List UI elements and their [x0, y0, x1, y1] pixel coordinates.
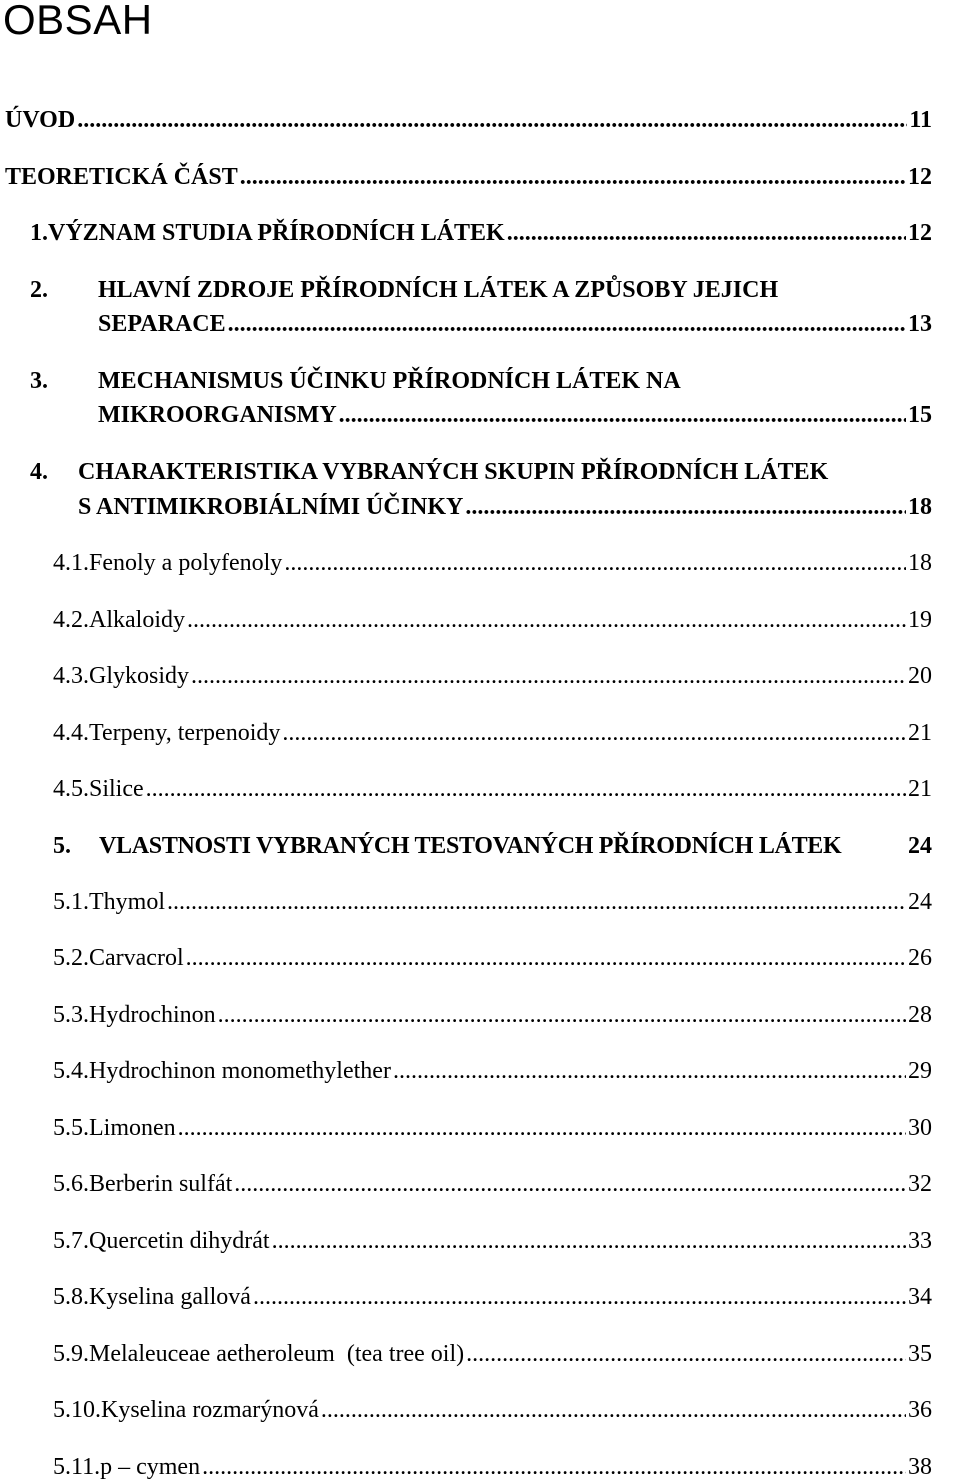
toc-entry-page: 18	[908, 494, 932, 520]
toc-leader-dots	[234, 1169, 906, 1199]
toc-entry-number: 5.4.	[53, 1058, 89, 1084]
toc-entry-title-continued: SEPARACE	[98, 311, 226, 337]
toc-entry-number: 5.	[53, 833, 71, 859]
toc-leader-dots	[191, 661, 906, 691]
toc-entry-title: Terpeny, terpenoidy	[89, 720, 281, 746]
toc-entry-number: 1.	[30, 220, 48, 246]
toc-entry-5[interactable]	[53, 831, 932, 861]
toc-entry-number: 5.2.	[53, 945, 89, 971]
toc-entry-5-9[interactable]	[53, 1339, 932, 1369]
toc-entry-number: 2.	[30, 277, 48, 303]
toc-leader-dots	[321, 1395, 906, 1425]
toc-entry-page: 11	[909, 107, 932, 133]
toc-entry-number: 4.4.	[53, 720, 89, 746]
toc-entry-number: 4.1.	[53, 550, 89, 576]
toc-entry-number: 5.5.	[53, 1115, 89, 1141]
toc-entry-page: 20	[908, 663, 932, 689]
toc-entry-page: 35	[908, 1341, 932, 1367]
toc-entry-title: Kyselina gallová	[89, 1284, 251, 1310]
toc-entry-page: 13	[908, 311, 932, 337]
toc-entry-page: 24	[908, 889, 932, 915]
toc-entry-title: Alkaloidy	[89, 607, 185, 633]
toc-leader-dots	[202, 1452, 906, 1482]
toc-entry-5-4[interactable]	[53, 1056, 932, 1086]
toc-entry-number: 5.11.	[53, 1454, 101, 1480]
toc-entry-number: 4.2.	[53, 607, 89, 633]
toc-leader-dots	[253, 1282, 906, 1312]
toc-entry-page: 15	[908, 402, 932, 428]
toc-entry-5-2[interactable]	[53, 943, 932, 973]
toc-entry-number: 5.10.	[53, 1397, 101, 1423]
toc-entry-title: Glykosidy	[89, 663, 190, 689]
toc-entry-5-8[interactable]	[53, 1282, 932, 1312]
toc-leader-dots	[465, 492, 906, 522]
toc-entry-5-1[interactable]	[53, 887, 932, 917]
toc-entry-title: Quercetin dihydrát	[89, 1228, 270, 1254]
toc-entry-3-line2[interactable]	[98, 400, 932, 430]
toc-entry-5-11[interactable]	[53, 1452, 932, 1482]
toc-entry-teoreticka-cast[interactable]	[5, 162, 932, 192]
toc-leader-dots	[218, 1000, 906, 1030]
toc-leader-dots	[466, 1339, 906, 1369]
toc-entry-page: 12	[908, 164, 932, 190]
toc-entry-2-line2[interactable]	[98, 309, 932, 339]
toc-entry-1[interactable]	[30, 218, 932, 248]
toc-entry-page: 21	[908, 720, 932, 746]
page-title: OBSAH	[3, 0, 153, 43]
toc-entry-page: 38	[908, 1454, 932, 1480]
toc-entry-page: 26	[908, 945, 932, 971]
toc-leader-dots	[146, 774, 906, 804]
toc-entry-5-6[interactable]	[53, 1169, 932, 1199]
toc-entry-title-continued: S ANTIMIKROBIÁLNÍMI ÚČINKY	[78, 494, 464, 520]
toc-entry-page: 19	[908, 607, 932, 633]
toc-entry-5-7[interactable]	[53, 1226, 932, 1256]
toc-entry-number: 3.	[30, 368, 48, 394]
toc-entry-title: p – cymen	[100, 1454, 201, 1480]
toc-entry-2-line1[interactable]	[30, 275, 932, 305]
toc-entry-4-line1[interactable]	[30, 457, 932, 487]
toc-entry-title: HLAVNÍ ZDROJE PŘÍRODNÍCH LÁTEK A ZPŮSOBY JEJICH	[98, 277, 779, 303]
toc-leader-dots	[272, 1226, 906, 1256]
toc-leader-dots	[228, 309, 906, 339]
toc-entry-4-2[interactable]	[53, 605, 932, 635]
toc-entry-title: Hydrochinon	[89, 1002, 216, 1028]
toc-leader-dots	[77, 105, 907, 135]
toc-leader-dots	[178, 1113, 906, 1143]
toc-entry-title: ÚVOD	[5, 107, 76, 133]
toc-entry-3-line1[interactable]	[30, 366, 932, 396]
toc-entry-title: Fenoly a polyfenoly	[89, 550, 283, 576]
toc-entry-page: 36	[908, 1397, 932, 1423]
toc-leader-dots	[186, 943, 906, 973]
toc-entry-5-10[interactable]	[53, 1395, 932, 1425]
toc-entry-4-line2[interactable]	[78, 492, 932, 522]
toc-entry-title: Kyselina rozmarýnová	[101, 1397, 319, 1423]
toc-entry-page: 29	[908, 1058, 932, 1084]
toc-entry-number: 5.3.	[53, 1002, 89, 1028]
toc-leader-dots	[187, 605, 906, 635]
toc-entry-title: CHARAKTERISTIKA VYBRANÝCH SKUPIN PŘÍRODNÍCH LÁTEK	[78, 459, 829, 485]
toc-leader-dots	[167, 887, 906, 917]
toc-entry-title: Melaleuceae aetheroleum (tea tree oil)	[89, 1341, 465, 1367]
toc-entry-4-3[interactable]	[53, 661, 932, 691]
toc-entry-title: VÝZNAM STUDIA PŘÍRODNÍCH LÁTEK	[48, 220, 505, 246]
toc-entry-page: 21	[908, 776, 932, 802]
toc-entry-page: 33	[908, 1228, 932, 1254]
toc-entry-title: Carvacrol	[89, 945, 184, 971]
toc-entry-page: 24	[908, 833, 932, 859]
toc-entry-title: MECHANISMUS ÚČINKU PŘÍRODNÍCH LÁTEK NA	[98, 368, 681, 394]
toc-entry-page: 32	[908, 1171, 932, 1197]
toc-leader-dots	[507, 218, 906, 248]
toc-entry-number: 4.5.	[53, 776, 89, 802]
toc-entry-5-3[interactable]	[53, 1000, 932, 1030]
toc-entry-number: 5.8.	[53, 1284, 89, 1310]
toc-entry-title-continued: MIKROORGANISMY	[98, 402, 337, 428]
toc-entry-number: 4.3.	[53, 663, 89, 689]
toc-entry-title: Limonen	[89, 1115, 176, 1141]
toc-entry-page: 12	[908, 220, 932, 246]
toc-entry-page: 28	[908, 1002, 932, 1028]
toc-entry-title: Hydrochinon monomethylether	[89, 1058, 391, 1084]
toc-leader-dots	[339, 400, 906, 430]
toc-entry-number: 5.7.	[53, 1228, 89, 1254]
toc-entry-4-4[interactable]	[53, 718, 932, 748]
toc-entry-number: 4.	[30, 459, 48, 485]
toc-entry-page: 30	[908, 1115, 932, 1141]
toc-entry-4-1[interactable]	[53, 548, 932, 578]
toc-leader-dots	[240, 162, 906, 192]
toc-entry-4-5[interactable]	[53, 774, 932, 804]
toc-entry-page: 34	[908, 1284, 932, 1310]
toc-entry-title: TEORETICKÁ ČÁST	[5, 164, 238, 190]
toc-leader-dots	[393, 1056, 906, 1086]
toc-entry-number: 5.6.	[53, 1171, 89, 1197]
toc-entry-number: 5.9.	[53, 1341, 89, 1367]
toc-entry-title: VLASTNOSTI VYBRANÝCH TESTOVANÝCH PŘÍRODNÍCH LÁTEK	[99, 833, 842, 859]
toc-entry-5-5[interactable]	[53, 1113, 932, 1143]
toc-entry-title: Thymol	[89, 889, 165, 915]
toc-leader-dots	[284, 548, 906, 578]
toc-entry-number: 5.1.	[53, 889, 89, 915]
toc-leader-dots	[282, 718, 906, 748]
toc-entry-page: 18	[908, 550, 932, 576]
toc-entry-uvod[interactable]	[5, 105, 932, 135]
toc-entry-title: Silice	[89, 776, 144, 802]
toc-entry-title: Berberin sulfát	[89, 1171, 233, 1197]
